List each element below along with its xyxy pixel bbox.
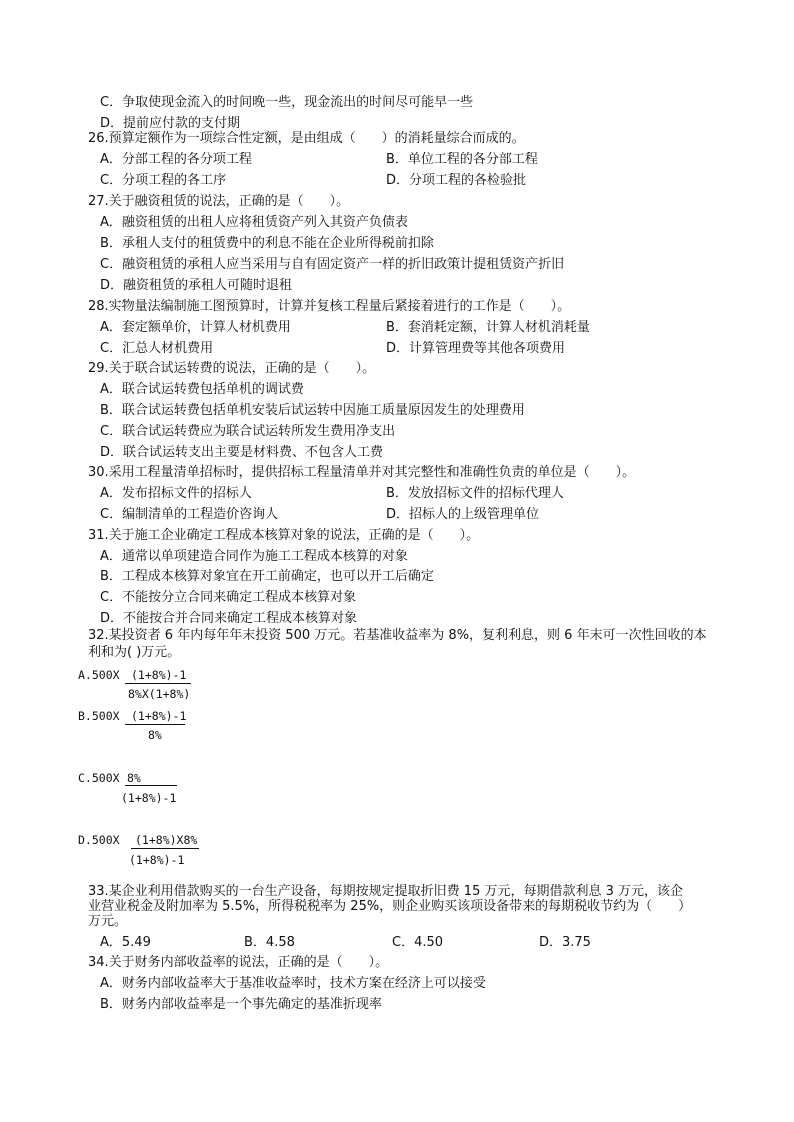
- q33-stem-line3: 万元。: [88, 914, 128, 929]
- q32-option-d-numerator: (1+8%)X8%: [135, 833, 198, 847]
- q33-option-c: C．4.50: [392, 935, 444, 950]
- q32-option-c-fraction-bar: [125, 785, 177, 786]
- q29-option-c: C．联合试运转费应为联合试运转所发生费用净支出: [100, 424, 396, 439]
- q32-option-d-fraction-bar: [131, 848, 199, 849]
- q30-option-a: A．发布招标文件的招标人: [100, 486, 252, 501]
- q27-option-d: D．融资租赁的承租人可随时退租: [100, 278, 293, 293]
- q29-option-d: D．联合试运转支出主要是材料费、不包含人工费: [100, 445, 384, 460]
- q30-option-d: D．招标人的上级管理单位: [386, 507, 540, 522]
- q30-option-c: C．编制清单的工程造价咨询人: [100, 507, 279, 522]
- q29-stem: 29.关于联合试运转费的说法，正确的是（ ）。: [88, 361, 376, 376]
- q32-option-c-denominator: (1+8%)-1: [121, 791, 177, 805]
- q32-option-b-denominator: 8%: [148, 728, 162, 742]
- q28-option-a: A．套定额单价，计算人材机费用: [100, 320, 291, 335]
- q33-option-b: B．4.58: [244, 935, 295, 950]
- q32-option-b-fraction-bar: [125, 724, 185, 725]
- q29-option-a: A．联合试运转费包括单机的调试费: [100, 382, 304, 397]
- q31-option-d: D．不能按合并合同来确定工程成本核算对象: [100, 611, 358, 626]
- q26-option-b: B．单位工程的各分部工程: [386, 152, 538, 167]
- q32-stem-line1: 32.某投资者 6 年内每年年末投资 500 万元。若基准收益率为 8%，复利利息，则 6 年末可一次性回收的本: [88, 628, 707, 643]
- q32-option-a-prefix: A.500X: [78, 668, 120, 682]
- q31-option-c: C．不能按分立合同来确定工程成本核算对象: [100, 590, 357, 605]
- q32-option-c-prefix: C.500X: [78, 771, 120, 785]
- q26-stem: 26.预算定额作为一项综合性定额，是由组成（ ）的消耗量综合而成的。: [88, 131, 525, 146]
- q26-option-c: C．分项工程的各工序: [100, 173, 227, 188]
- q33-option-a: A．5.49: [100, 935, 151, 950]
- q33-stem-line1: 33.某企业利用借款购买的一台生产设备，每期按规定提取折旧费 15 万元，每期借款利息 3 万元，该企: [88, 884, 684, 899]
- q32-option-a-denominator: 8%X(1+8%): [128, 687, 191, 701]
- q32-stem-line2: 利和为( )万元。: [88, 645, 181, 660]
- q26-option-d: D．分项工程的各检验批: [386, 173, 527, 188]
- q32-option-c-numerator: 8%: [127, 771, 141, 785]
- q27-option-a: A．融资租赁的出租人应将租赁资产列入其资产负债表: [100, 215, 408, 230]
- q32-option-d-prefix: D.500X: [78, 833, 120, 847]
- q32-option-b-prefix: B.500X: [78, 709, 120, 723]
- q25-option-d: D．提前应付款的支付期: [100, 116, 241, 131]
- q34-stem: 34.关于财务内部收益率的说法，正确的是（ ）。: [88, 955, 389, 970]
- q28-option-c: C．汇总人材机费用: [100, 341, 214, 356]
- q34-option-b: B．财务内部收益率是一个事先确定的基准折现率: [100, 997, 382, 1012]
- q28-option-d: D．计算管理费等其他各项费用: [386, 341, 566, 356]
- q33-stem-line2: 业营业税金及附加率为 5.5%，所得税税率为 25%，则企业购买该项设备带来的每期税收节约为（ ）: [88, 899, 692, 914]
- q31-option-b: B．工程成本核算对象宜在开工前确定，也可以开工后确定: [100, 569, 434, 584]
- q30-stem: 30.采用工程量清单招标时，提供招标工程量清单并对其完整性和准确性负责的单位是（ ）。: [88, 465, 636, 480]
- q27-stem: 27.关于融资租赁的说法，正确的是（ ）。: [88, 194, 350, 209]
- q32-option-a-numerator: (1+8%)-1: [131, 668, 187, 682]
- q27-option-b: B．承租人支付的租赁费中的利息不能在企业所得税前扣除: [100, 236, 434, 251]
- q33-option-d: D．3.75: [539, 935, 591, 950]
- q29-option-b: B．联合试运转费包括单机安装后试运转中因施工质量原因发生的处理费用: [100, 403, 525, 418]
- q28-option-b: B．套消耗定额，计算人材机消耗量: [386, 320, 590, 335]
- q25-option-c: C．争取使现金流入的时间晚一些，现金流出的时间尽可能早一些: [100, 95, 474, 110]
- q32-option-a-fraction-bar: [125, 683, 191, 684]
- q34-option-a: A．财务内部收益率大于基准收益率时，技术方案在经济上可以接受: [100, 976, 486, 991]
- q27-option-c: C．融资租赁的承租人应当采用与自有固定资产一样的折旧政策计提租赁资产折旧: [100, 257, 565, 272]
- q26-option-a: A．分部工程的各分项工程: [100, 152, 252, 167]
- q31-option-a: A．通常以单项建造合同作为施工工程成本核算的对象: [100, 549, 408, 564]
- q28-stem: 28.实物量法编制施工图预算时，计算并复核工程量后紧接着进行的工作是（ ）。: [88, 299, 571, 314]
- q32-option-b-numerator: (1+8%)-1: [131, 709, 187, 723]
- q31-stem: 31.关于施工企业确定工程成本核算对象的说法，正确的是（ ）。: [88, 528, 480, 543]
- q30-option-b: B．发放招标文件的招标代理人: [386, 486, 564, 501]
- q32-option-d-denominator: (1+8%)-1: [129, 853, 185, 867]
